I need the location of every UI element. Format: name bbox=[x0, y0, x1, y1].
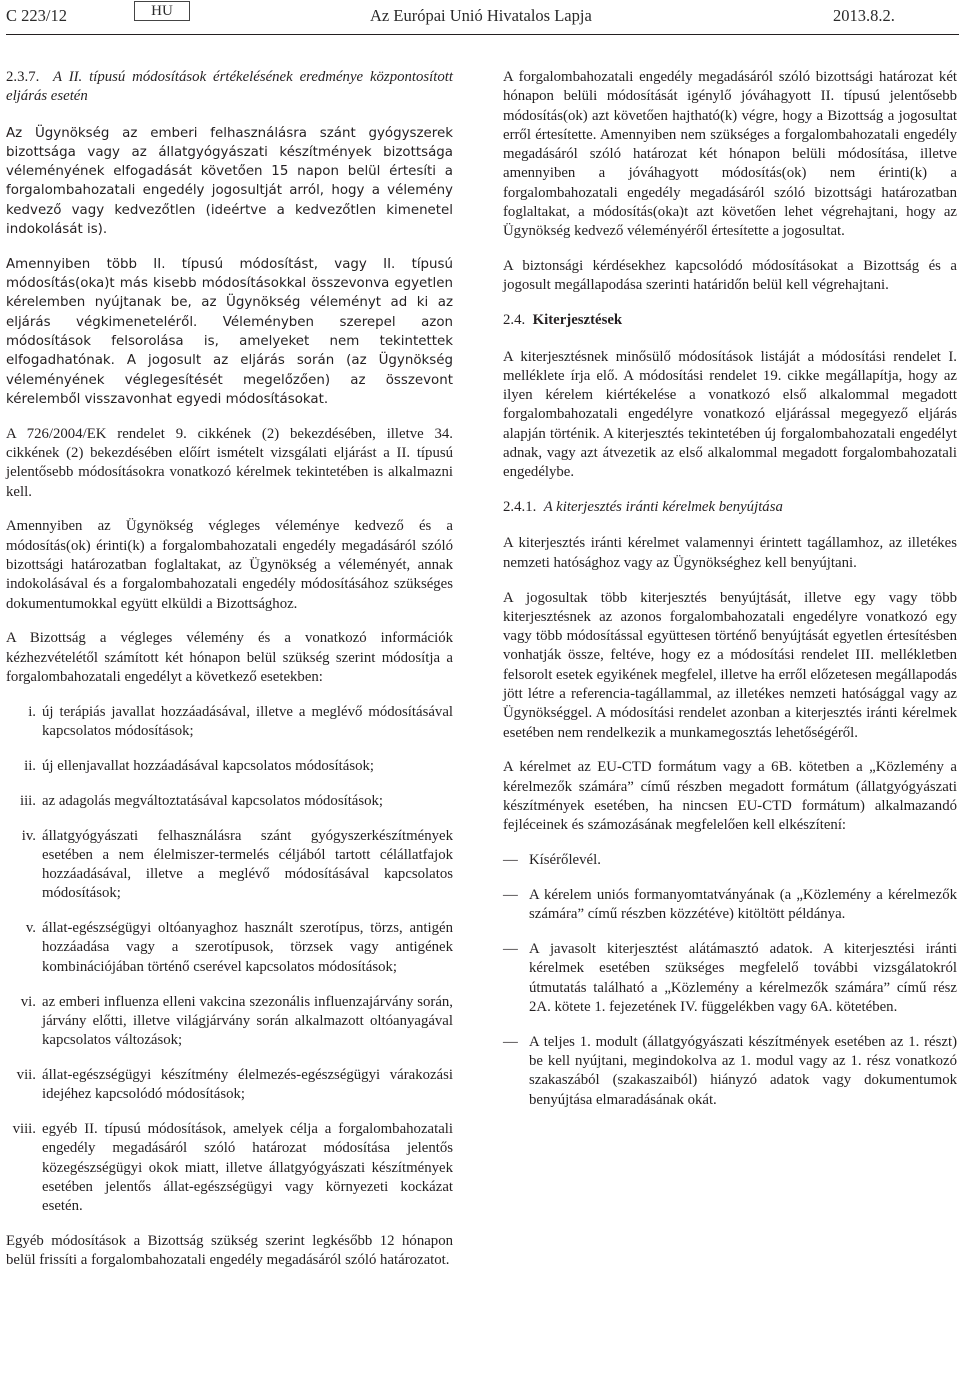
paragraph: A Bizottság a végleges vélemény és a vonatkozó információk kézhezvételétől számított két hónapon belül szükség szerint módosítja a forgalombahozatali engedélyt a következő esetekben: bbox=[6, 630, 453, 686]
list-marker: iv. bbox=[21, 827, 36, 844]
list-marker: vii. bbox=[16, 1066, 36, 1083]
paragraph: Az Ügynökség az emberi felhasználásra szánt gyógyszerek bizottsága vagy az állatgyógyászati készítmények bizottsága véleményének elfogadását követően 15 napon belül értesíti a forgalombahozatali engedély jogosultját arról, hogy a vélemény kedvező vagy kedvezőtlen (ideértve a kedvezőtlen kimenetel indokolását is). bbox=[6, 125, 453, 238]
list-item bbox=[6, 1120, 453, 1216]
list-marker: — bbox=[503, 886, 518, 903]
paragraph: A kiterjesztés iránti kérelmet valamennyi érintett tagállamhoz, az illetékes nemzeti hatósághoz vagy az Ügynökséghez kell benyújtani. bbox=[503, 535, 957, 571]
paragraph: Amennyiben az Ügynökség végleges véleménye kedvező és a módosítás(ok) érinti(k) a forgalombahozatali engedély megadásáról szóló bizottsági határozatban foglaltakat, az Ügynökség a véleményét, annak indokolásával és a forgalombahozatali engedély módosításához szükséges dokumentumokkal együtt elküldi a Bizottsághoz. bbox=[6, 518, 453, 612]
list-item bbox=[6, 1066, 453, 1105]
left-column bbox=[6, 68, 453, 1286]
section-title: A kiterjesztés iránti kérelmek benyújtása bbox=[543, 499, 783, 516]
list-text: új ellenjavallat hozzáadásával kapcsolatos módosítások; bbox=[42, 757, 374, 774]
list-marker: — bbox=[503, 1033, 518, 1050]
list-item bbox=[503, 851, 957, 870]
list-marker: iii. bbox=[19, 792, 36, 809]
language-badge: HU bbox=[134, 1, 190, 21]
list-text: állat-egészségügyi készítmény élelmezés-egészségügyi várakozási idejéhez kapcsolódó módosítások; bbox=[42, 1066, 453, 1103]
list-marker: i. bbox=[28, 703, 36, 720]
section-title: A II. típusú módosítások értékelésének eredménye központosított eljárás esetén bbox=[6, 69, 453, 105]
requirements-list bbox=[503, 851, 957, 1110]
list-text: új terápiás javallat hozzáadásával, illetve a meglévő módosításával kapcsolatos módosítások; bbox=[42, 703, 453, 740]
list-text: A javasolt kiterjesztést alátámasztó adatok. A kiterjesztési iránti kérelmek esetében szükséges megfelelő további vizsgálatokról útmutatás található a „Közlemény a kérelmezők számára” című rész 2A. kötete 1. fejezetének IV. függelékben vagy 6A. kötetében. bbox=[529, 940, 957, 1015]
paragraph: A kérelmet az EU-CTD formátum vagy a 6B. kötetben a „Közlemény a kérelmezők számára” című részben megadott formátum (állatgyógyászati készítmények esetében, ha nincsen EU-CTD formátum) alkalmazandó fejléceinek és számozásának megfelelően kell elkészítení: bbox=[503, 759, 957, 834]
list-text: A kérelem uniós formanyomtatványának (a „Közlemény a kérelmezők számára” című részben közzétéve) kitöltött példánya. bbox=[529, 886, 957, 923]
paragraph: Amennyiben több II. típusú módosítást, vagy II. típusú módosítás(oka)t más kisebb módosításokkal összevonva egyetlen kérelemben nyújtanak be, az Ügynökség véleményt ad ki az eljárás végkimeneteléről. Véleményben szerepel azon módosítások felsorolása is, amelyeket nem tekintettek elfogadhatónak. A jogosult az eljárás során (az Ügynökség véleményének véglegesítését megelőzően) az összevont kérelemből visszavonhat egyedi módosításokat. bbox=[6, 256, 453, 407]
section-heading-2-3-7 bbox=[6, 68, 453, 107]
journal-title: Az Európai Unió Hivatalos Lapja bbox=[370, 6, 592, 25]
list-item bbox=[6, 827, 453, 904]
section-heading-2-4-1 bbox=[503, 498, 957, 517]
list-item bbox=[503, 886, 957, 925]
right-column bbox=[503, 68, 957, 1125]
list-item bbox=[6, 993, 453, 1051]
paragraph: Egyéb módosítások a Bizottság szükség szerint legkésőbb 12 hónapon belül frissíti a forgalombahozatali engedély megadásáról szóló határozatot. bbox=[6, 1233, 453, 1269]
paragraph: A forgalombahozatali engedély megadásáról szóló bizottsági határozat két hónapon belüli módosítását igénylő jóváhagyott II. típusú jelentősebb módosítás(ok) azt követően hajtható(k) végre, hogy a Bizottság a jogosultat erről értesítette. Amennyiben nem szükséges a forgalombahozatali engedély megadásáról szóló határozat két hónapon belüli módosítása, illetve amennyiben a jóváhagyott módosítás(ok) nem érinti(k) a forgalombahozatali engedély megadásáról szóló bizottsági határozatban foglaltakat, a módosítás(oka)t azt követően lehet végrehajtani, hogy az Ügynökség kedvező véleményéről értesítette a jogosultat. bbox=[503, 69, 957, 240]
paragraph: A kiterjesztésnek minősülő módosítások listáját a módosítási rendelet I. melléklete írja elő. A módosítási rendelet 19. cikke megállapítja, hogy az ilyen kérelem kiértékelése a vonatkozó első alkalommal megadott forgalombahozatali engedélyre vonatkozó eljárással megegyező eljárás alapján történik. A kiterjesztés tekintetében új forgalombahozatali engedélyt adnak, vagy azt átvezetik az első alkalommal megadott forgalombahozatali engedélybe. bbox=[503, 348, 957, 481]
list-item bbox=[6, 757, 453, 776]
list-item bbox=[6, 792, 453, 811]
section-heading-2-4 bbox=[503, 311, 957, 330]
list-item bbox=[503, 940, 957, 1017]
list-item bbox=[6, 919, 453, 977]
paragraph: A jogosultak több kiterjesztés benyújtását, illetve egy vagy több kiterjesztésnek az azonos forgalombahozatali engedélyre vonatkozó egy vagy több módosítással együttesen történő benyújtását egyetlen értesítésben vonhatják össze, feltéve, hogy ez a módosítási rendelet III. mellékletben felsorolt esetek egyikének megfelel, illetve ha erről előzetesen megállapodás jött létre a referencia-tagállammal, az illetékes nemzeti hatósággal vagy az Ügynökséggel. A módosítási rendelet azonban a kiterjesztés iránti kérelmek esetében nem rendelkezik a munkamegosztás lehetőségéről. bbox=[503, 589, 957, 741]
list-text: egyéb II. típusú módosítások, amelyek célja a forgalombahozatali engedély megadásáról szóló határozat módosítása jelentős közegészségügyi okok miatt, illetve állatgyógyászati készítmények esetében jelentős állat-egészségügyi vagy környezeti kockázat esetén. bbox=[42, 1121, 453, 1215]
list-marker: — bbox=[503, 852, 518, 869]
list-text: A teljes 1. modult (állatgyógyászati készítmények esetében az 1. részt) be kell nyújtani, megindokolva az 1. modul vagy az 1. rész vonatkozó szakaszából (szakaszaiból) hiányzó adatok vagy dokumentumok benyújtása elmaradásának okát. bbox=[529, 1033, 957, 1108]
section-number: 2.4. bbox=[503, 312, 526, 329]
list-item bbox=[503, 1033, 957, 1110]
section-title: Kiterjesztések bbox=[532, 312, 623, 329]
case-list bbox=[6, 703, 453, 1217]
section-number: 2.3.7. bbox=[6, 69, 40, 85]
list-text: állat-egészségügyi oltóanyaghoz használt szerotípus, törzs, antigén hozzáadása vagy a szerotípusok, törzsek vagy antigének kombinációjában történő cserével kapcsolatos módosítások; bbox=[42, 920, 453, 975]
list-text: az emberi influenza elleni vakcina szezonális influenzajárvány során, járvány előtti, illetve világjárvány során alkalmazott oltóanyagával kapcsolatos változások; bbox=[42, 993, 453, 1049]
list-marker: viii. bbox=[12, 1121, 36, 1138]
list-marker: vi. bbox=[20, 993, 36, 1010]
list-text: Kísérőlevél. bbox=[529, 852, 601, 869]
section-number: 2.4.1. bbox=[503, 499, 537, 516]
list-marker: v. bbox=[25, 920, 36, 937]
list-text: az adagolás megváltoztatásával kapcsolatos módosítások; bbox=[42, 792, 384, 809]
list-marker: — bbox=[503, 940, 518, 957]
paragraph: A 726/2004/EK rendelet 9. cikkének (2) bekezdésében, illetve 34. cikkének (2) bekezdésében előírt ismételt vizsgálati eljárást a II. típusú jelentősebb módosításokra vonatkozó kérelmek tekintetében is alkalmazni kell. bbox=[6, 425, 453, 500]
page-number: C 223/12 bbox=[6, 6, 67, 25]
header-rule bbox=[6, 34, 959, 35]
paragraph: A biztonsági kérdésekhez kapcsolódó módosításokat a Bizottság és a jogosult megállapodása szerinti határidőn belül kell végrehajtani. bbox=[503, 258, 957, 294]
list-item bbox=[6, 703, 453, 742]
page-header bbox=[0, 0, 960, 30]
list-marker: ii. bbox=[24, 757, 36, 774]
list-text: állatgyógyászati felhasználásra szánt gyógyszerkészítmények esetében a nem élelmiszer-termelés céljából tartott célállatfajok hozzáadásával, illetve a meglévő módosításával kapcsolatos módosítások; bbox=[42, 827, 453, 902]
publication-date: 2013.8.2. bbox=[833, 6, 895, 25]
